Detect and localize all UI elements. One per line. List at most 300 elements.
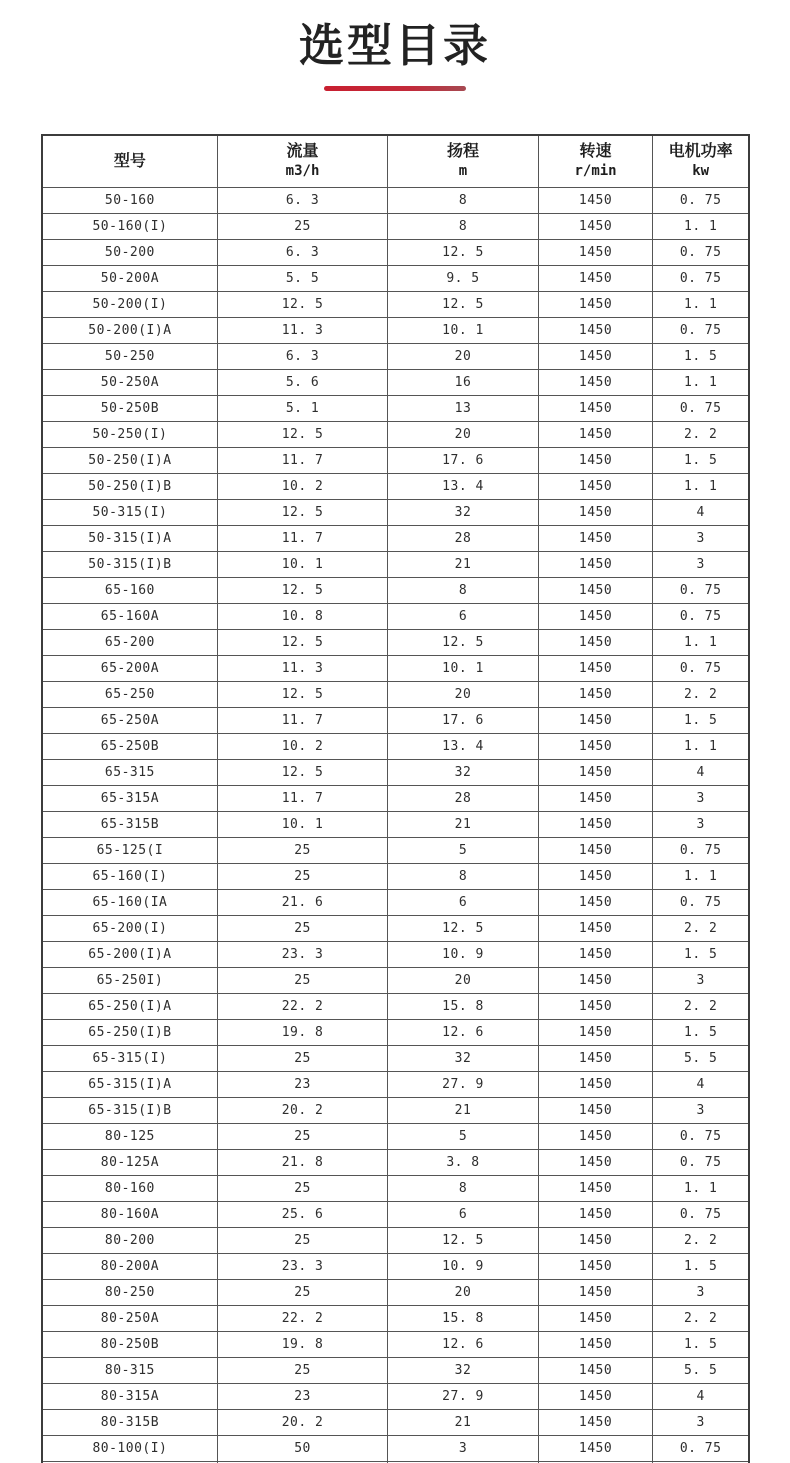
table-cell: 13. 4: [388, 473, 539, 499]
table-cell: 65-315(I): [42, 1045, 217, 1071]
table-cell: 1450: [538, 421, 653, 447]
table-cell: 65-160(I): [42, 863, 217, 889]
table-row: [42, 1357, 749, 1383]
table-cell: 1450: [538, 187, 653, 213]
column-label: 转速: [579, 143, 612, 161]
table-cell: 23: [217, 1383, 387, 1409]
table-cell: 1450: [538, 941, 653, 967]
table-cell: 27. 9: [388, 1071, 539, 1097]
table-cell: 25: [217, 837, 387, 863]
table-cell: 1450: [538, 681, 653, 707]
table-cell: 1450: [538, 213, 653, 239]
table-row: [42, 681, 749, 707]
table-row: [42, 473, 749, 499]
table-cell: 2. 2: [653, 993, 749, 1019]
table-cell: 80-125: [42, 1123, 217, 1149]
table-cell: 6: [388, 889, 539, 915]
table-row: [42, 629, 749, 655]
table-row: [42, 187, 749, 213]
table-cell: 23: [217, 1071, 387, 1097]
table-cell: 50-250B: [42, 395, 217, 421]
table-cell: 22. 2: [217, 993, 387, 1019]
table-cell: 1. 1: [653, 629, 749, 655]
table-row: [42, 655, 749, 681]
table-cell: 1. 5: [653, 343, 749, 369]
column-unit: m3/h: [285, 163, 320, 180]
table-row: [42, 1331, 749, 1357]
table-cell: 80-315A: [42, 1383, 217, 1409]
table-cell: 28: [388, 785, 539, 811]
table-cell: 1450: [538, 525, 653, 551]
selection-table: [41, 134, 750, 1463]
table-cell: 12. 5: [388, 291, 539, 317]
table-cell: 12. 5: [217, 291, 387, 317]
table-cell: 20: [388, 967, 539, 993]
table-cell: 1450: [538, 863, 653, 889]
column-unit: kw: [692, 163, 710, 180]
table-cell: 1450: [538, 785, 653, 811]
table-row: [42, 811, 749, 837]
table-cell: 2. 2: [653, 915, 749, 941]
table-cell: 6. 3: [217, 343, 387, 369]
table-cell: 1. 5: [653, 1331, 749, 1357]
table-cell: 1450: [538, 1383, 653, 1409]
table-cell: 5: [388, 1123, 539, 1149]
table-cell: 50-250: [42, 343, 217, 369]
table-cell: 65-125(I: [42, 837, 217, 863]
table-cell: 65-200A: [42, 655, 217, 681]
table-cell: 32: [388, 499, 539, 525]
table-cell: 65-160(IA: [42, 889, 217, 915]
table-cell: 1450: [538, 629, 653, 655]
table-row: [42, 239, 749, 265]
table-cell: 10. 1: [388, 317, 539, 343]
table-cell: 1450: [538, 291, 653, 317]
table-cell: 32: [388, 1357, 539, 1383]
table-row: [42, 1045, 749, 1071]
table-cell: 80-250B: [42, 1331, 217, 1357]
table-cell: 80-160: [42, 1175, 217, 1201]
table-cell: 22. 2: [217, 1305, 387, 1331]
table-cell: 2. 2: [653, 421, 749, 447]
table-cell: 65-250B: [42, 733, 217, 759]
table-cell: 1450: [538, 915, 653, 941]
table-cell: 4: [653, 499, 749, 525]
table-cell: 50-315(I)A: [42, 525, 217, 551]
table-cell: 1. 1: [653, 1175, 749, 1201]
table-cell: 10. 9: [388, 1253, 539, 1279]
table-cell: 65-200: [42, 629, 217, 655]
table-cell: 1450: [538, 1253, 653, 1279]
table-cell: 80-160A: [42, 1201, 217, 1227]
table-cell: 8: [388, 187, 539, 213]
table-cell: 12. 5: [217, 629, 387, 655]
table-cell: 4: [653, 1383, 749, 1409]
table-cell: 0. 75: [653, 1201, 749, 1227]
table-row: [42, 1201, 749, 1227]
table-row: [42, 993, 749, 1019]
table-cell: 25: [217, 213, 387, 239]
column-header-head: [388, 135, 539, 187]
table-cell: 1450: [538, 733, 653, 759]
table-cell: 50-160: [42, 187, 217, 213]
table-cell: 11. 7: [217, 785, 387, 811]
table-cell: 80-315B: [42, 1409, 217, 1435]
table-row: [42, 291, 749, 317]
table-cell: 65-250(I)A: [42, 993, 217, 1019]
table-cell: 1450: [538, 265, 653, 291]
table-cell: 10. 8: [217, 603, 387, 629]
column-unit: m: [458, 163, 468, 180]
table-cell: 8: [388, 577, 539, 603]
table-cell: 0. 75: [653, 1123, 749, 1149]
table-cell: 21: [388, 1409, 539, 1435]
table-cell: 28: [388, 525, 539, 551]
table-cell: 16: [388, 369, 539, 395]
table-cell: 50-250A: [42, 369, 217, 395]
column-header-speed: [538, 135, 653, 187]
table-cell: 80-250A: [42, 1305, 217, 1331]
table-cell: 5. 5: [217, 265, 387, 291]
table-row: [42, 369, 749, 395]
table-cell: 1450: [538, 967, 653, 993]
table-row: [42, 603, 749, 629]
table-row: [42, 1227, 749, 1253]
table-cell: 4: [653, 1071, 749, 1097]
table-cell: 12. 5: [388, 1227, 539, 1253]
table-cell: 1450: [538, 239, 653, 265]
table-cell: 1450: [538, 603, 653, 629]
table-row: [42, 1305, 749, 1331]
table-cell: 5. 5: [653, 1357, 749, 1383]
table-cell: 23. 3: [217, 1253, 387, 1279]
table-cell: 20: [388, 343, 539, 369]
table-row: [42, 577, 749, 603]
table-cell: 25: [217, 1279, 387, 1305]
table-row: [42, 1097, 749, 1123]
table-row: [42, 941, 749, 967]
table-row: [42, 785, 749, 811]
table-cell: 1450: [538, 395, 653, 421]
table-cell: 10. 9: [388, 941, 539, 967]
table-cell: 1450: [538, 499, 653, 525]
table-cell: 50-250(I)A: [42, 447, 217, 473]
column-header-power: [653, 135, 749, 187]
table-row: [42, 967, 749, 993]
title-underline-accent: [324, 86, 466, 91]
table-row: [42, 1409, 749, 1435]
table-cell: 5: [388, 837, 539, 863]
table-cell: 50-200A: [42, 265, 217, 291]
table-cell: 80-125A: [42, 1149, 217, 1175]
table-cell: 25: [217, 1123, 387, 1149]
table-cell: 21: [388, 1097, 539, 1123]
table-cell: 65-250I): [42, 967, 217, 993]
table-cell: 8: [388, 1175, 539, 1201]
table-row: [42, 343, 749, 369]
table-cell: 65-200(I): [42, 915, 217, 941]
table-cell: 21. 6: [217, 889, 387, 915]
table-cell: 80-250: [42, 1279, 217, 1305]
column-label: 型号: [113, 152, 146, 170]
table-cell: 3: [653, 1409, 749, 1435]
table-cell: 25: [217, 1175, 387, 1201]
table-cell: 0. 75: [653, 1149, 749, 1175]
table-cell: 1450: [538, 837, 653, 863]
table-cell: 65-315A: [42, 785, 217, 811]
table-cell: 1450: [538, 1357, 653, 1383]
table-row: [42, 1435, 749, 1461]
table-row: [42, 395, 749, 421]
table-cell: 1450: [538, 811, 653, 837]
table-row: [42, 707, 749, 733]
selection-table-wrap: [41, 134, 750, 1463]
table-cell: 3: [653, 551, 749, 577]
table-cell: 3: [653, 785, 749, 811]
table-cell: 12. 5: [217, 421, 387, 447]
column-label: 电机功率: [668, 143, 733, 161]
table-header: [42, 135, 749, 187]
table-cell: 1450: [538, 1097, 653, 1123]
table-row: [42, 1071, 749, 1097]
table-cell: 0. 75: [653, 317, 749, 343]
column-label: 扬程: [446, 143, 479, 161]
table-cell: 50-200(I)A: [42, 317, 217, 343]
table-cell: 3: [653, 811, 749, 837]
table-cell: 1450: [538, 473, 653, 499]
table-cell: 25: [217, 915, 387, 941]
table-cell: 50-250(I)B: [42, 473, 217, 499]
table-cell: 20. 2: [217, 1409, 387, 1435]
table-cell: 50-160(I): [42, 213, 217, 239]
table-cell: 17. 6: [388, 707, 539, 733]
table-cell: 25: [217, 1357, 387, 1383]
table-cell: 0. 75: [653, 889, 749, 915]
table-cell: 65-315(I)A: [42, 1071, 217, 1097]
table-cell: 10. 1: [388, 655, 539, 681]
table-cell: 1. 1: [653, 369, 749, 395]
table-cell: 0. 75: [653, 577, 749, 603]
table-cell: 10. 2: [217, 473, 387, 499]
table-cell: 1450: [538, 1019, 653, 1045]
table-cell: 13. 4: [388, 733, 539, 759]
table-cell: 3: [653, 967, 749, 993]
table-cell: 1450: [538, 1305, 653, 1331]
table-cell: 1450: [538, 707, 653, 733]
table-row: [42, 1279, 749, 1305]
table-body: [42, 187, 749, 1463]
table-cell: 1450: [538, 1227, 653, 1253]
table-cell: 0. 75: [653, 1435, 749, 1461]
table-cell: 12. 5: [388, 629, 539, 655]
table-cell: 1. 5: [653, 447, 749, 473]
table-cell: 80-200: [42, 1227, 217, 1253]
column-unit: r/min: [574, 163, 617, 180]
table-cell: 4: [653, 759, 749, 785]
table-cell: 8: [388, 863, 539, 889]
table-cell: 11. 7: [217, 707, 387, 733]
table-cell: 20: [388, 421, 539, 447]
table-cell: 1. 5: [653, 941, 749, 967]
table-row: [42, 837, 749, 863]
table-header-row: [42, 135, 749, 187]
table-cell: 0. 75: [653, 837, 749, 863]
table-cell: 32: [388, 1045, 539, 1071]
table-cell: 1. 1: [653, 733, 749, 759]
table-row: [42, 265, 749, 291]
table-row: [42, 915, 749, 941]
table-row: [42, 499, 749, 525]
page-title: 选型目录: [298, 20, 491, 71]
table-cell: 3: [653, 525, 749, 551]
table-cell: 65-315(I)B: [42, 1097, 217, 1123]
table-cell: 0. 75: [653, 265, 749, 291]
table-row: [42, 551, 749, 577]
table-cell: 1. 5: [653, 1019, 749, 1045]
table-cell: 50: [217, 1435, 387, 1461]
table-row: [42, 863, 749, 889]
table-cell: 65-315: [42, 759, 217, 785]
column-label: 流量: [286, 143, 319, 161]
table-cell: 1. 1: [653, 863, 749, 889]
table-row: [42, 317, 749, 343]
table-cell: 50-200(I): [42, 291, 217, 317]
table-cell: 6: [388, 603, 539, 629]
table-cell: 1450: [538, 655, 653, 681]
table-cell: 80-315: [42, 1357, 217, 1383]
table-cell: 15. 8: [388, 1305, 539, 1331]
table-cell: 1450: [538, 1149, 653, 1175]
table-cell: 3. 8: [388, 1149, 539, 1175]
table-cell: 65-315B: [42, 811, 217, 837]
table-cell: 1450: [538, 1331, 653, 1357]
table-cell: 19. 8: [217, 1019, 387, 1045]
table-cell: 12. 6: [388, 1331, 539, 1357]
table-cell: 25: [217, 863, 387, 889]
table-cell: 20: [388, 681, 539, 707]
table-cell: 25. 6: [217, 1201, 387, 1227]
table-cell: 1450: [538, 759, 653, 785]
table-cell: 32: [388, 759, 539, 785]
table-cell: 23. 3: [217, 941, 387, 967]
table-cell: 3: [653, 1279, 749, 1305]
table-cell: 12. 5: [217, 499, 387, 525]
table-cell: 1450: [538, 551, 653, 577]
table-row: [42, 213, 749, 239]
table-cell: 1. 1: [653, 291, 749, 317]
table-cell: 19. 8: [217, 1331, 387, 1357]
table-cell: 1450: [538, 343, 653, 369]
table-cell: 2. 2: [653, 1227, 749, 1253]
table-cell: 20: [388, 1279, 539, 1305]
table-cell: 65-250: [42, 681, 217, 707]
table-cell: 10. 2: [217, 733, 387, 759]
table-cell: 8: [388, 213, 539, 239]
table-row: [42, 1383, 749, 1409]
table-cell: 2. 2: [653, 1305, 749, 1331]
table-cell: 1450: [538, 1201, 653, 1227]
table-cell: 2. 2: [653, 681, 749, 707]
table-row: [42, 733, 749, 759]
table-row: [42, 1019, 749, 1045]
table-cell: 65-250(I)B: [42, 1019, 217, 1045]
table-cell: 65-200(I)A: [42, 941, 217, 967]
table-cell: 50-250(I): [42, 421, 217, 447]
table-cell: 1450: [538, 369, 653, 395]
table-cell: 13: [388, 395, 539, 421]
table-cell: 1450: [538, 889, 653, 915]
table-cell: 12. 5: [217, 681, 387, 707]
table-cell: 1. 1: [653, 213, 749, 239]
table-cell: 0. 75: [653, 187, 749, 213]
table-cell: 1450: [538, 993, 653, 1019]
table-cell: 21: [388, 551, 539, 577]
table-cell: 1450: [538, 1071, 653, 1097]
table-cell: 65-250A: [42, 707, 217, 733]
table-cell: 12. 6: [388, 1019, 539, 1045]
table-cell: 1. 5: [653, 1253, 749, 1279]
column-header-flow: [217, 135, 387, 187]
table-cell: 11. 7: [217, 447, 387, 473]
table-cell: 27. 9: [388, 1383, 539, 1409]
table-row: [42, 1253, 749, 1279]
table-cell: 11. 3: [217, 655, 387, 681]
title-block: [0, 16, 790, 91]
table-cell: 25: [217, 1045, 387, 1071]
table-cell: 11. 7: [217, 525, 387, 551]
table-cell: 80-100(I): [42, 1435, 217, 1461]
table-cell: 1. 5: [653, 707, 749, 733]
table-cell: 3: [388, 1435, 539, 1461]
table-row: [42, 525, 749, 551]
table-cell: 9. 5: [388, 265, 539, 291]
table-cell: 0. 75: [653, 655, 749, 681]
table-cell: 12. 5: [388, 915, 539, 941]
table-cell: 65-160: [42, 577, 217, 603]
table-cell: 80-200A: [42, 1253, 217, 1279]
table-cell: 1450: [538, 1409, 653, 1435]
table-cell: 1450: [538, 1123, 653, 1149]
table-cell: 10. 1: [217, 551, 387, 577]
table-cell: 5. 1: [217, 395, 387, 421]
table-cell: 50-315(I): [42, 499, 217, 525]
table-cell: 21. 8: [217, 1149, 387, 1175]
table-cell: 25: [217, 967, 387, 993]
table-row: [42, 889, 749, 915]
table-cell: 10. 1: [217, 811, 387, 837]
table-cell: 5. 5: [653, 1045, 749, 1071]
table-cell: 0. 75: [653, 603, 749, 629]
table-cell: 3: [653, 1097, 749, 1123]
table-cell: 6: [388, 1201, 539, 1227]
table-row: [42, 759, 749, 785]
table-cell: 65-160A: [42, 603, 217, 629]
table-cell: 0. 75: [653, 239, 749, 265]
column-header-model: [42, 135, 217, 187]
table-cell: 1450: [538, 447, 653, 473]
table-cell: 21: [388, 811, 539, 837]
table-cell: 12. 5: [217, 759, 387, 785]
table-row: [42, 1149, 749, 1175]
table-cell: 50-315(I)B: [42, 551, 217, 577]
table-cell: 6. 3: [217, 187, 387, 213]
table-row: [42, 1123, 749, 1149]
table-cell: 0. 75: [653, 395, 749, 421]
table-cell: 17. 6: [388, 447, 539, 473]
table-cell: 12. 5: [217, 577, 387, 603]
table-cell: 1450: [538, 577, 653, 603]
table-cell: 11. 3: [217, 317, 387, 343]
